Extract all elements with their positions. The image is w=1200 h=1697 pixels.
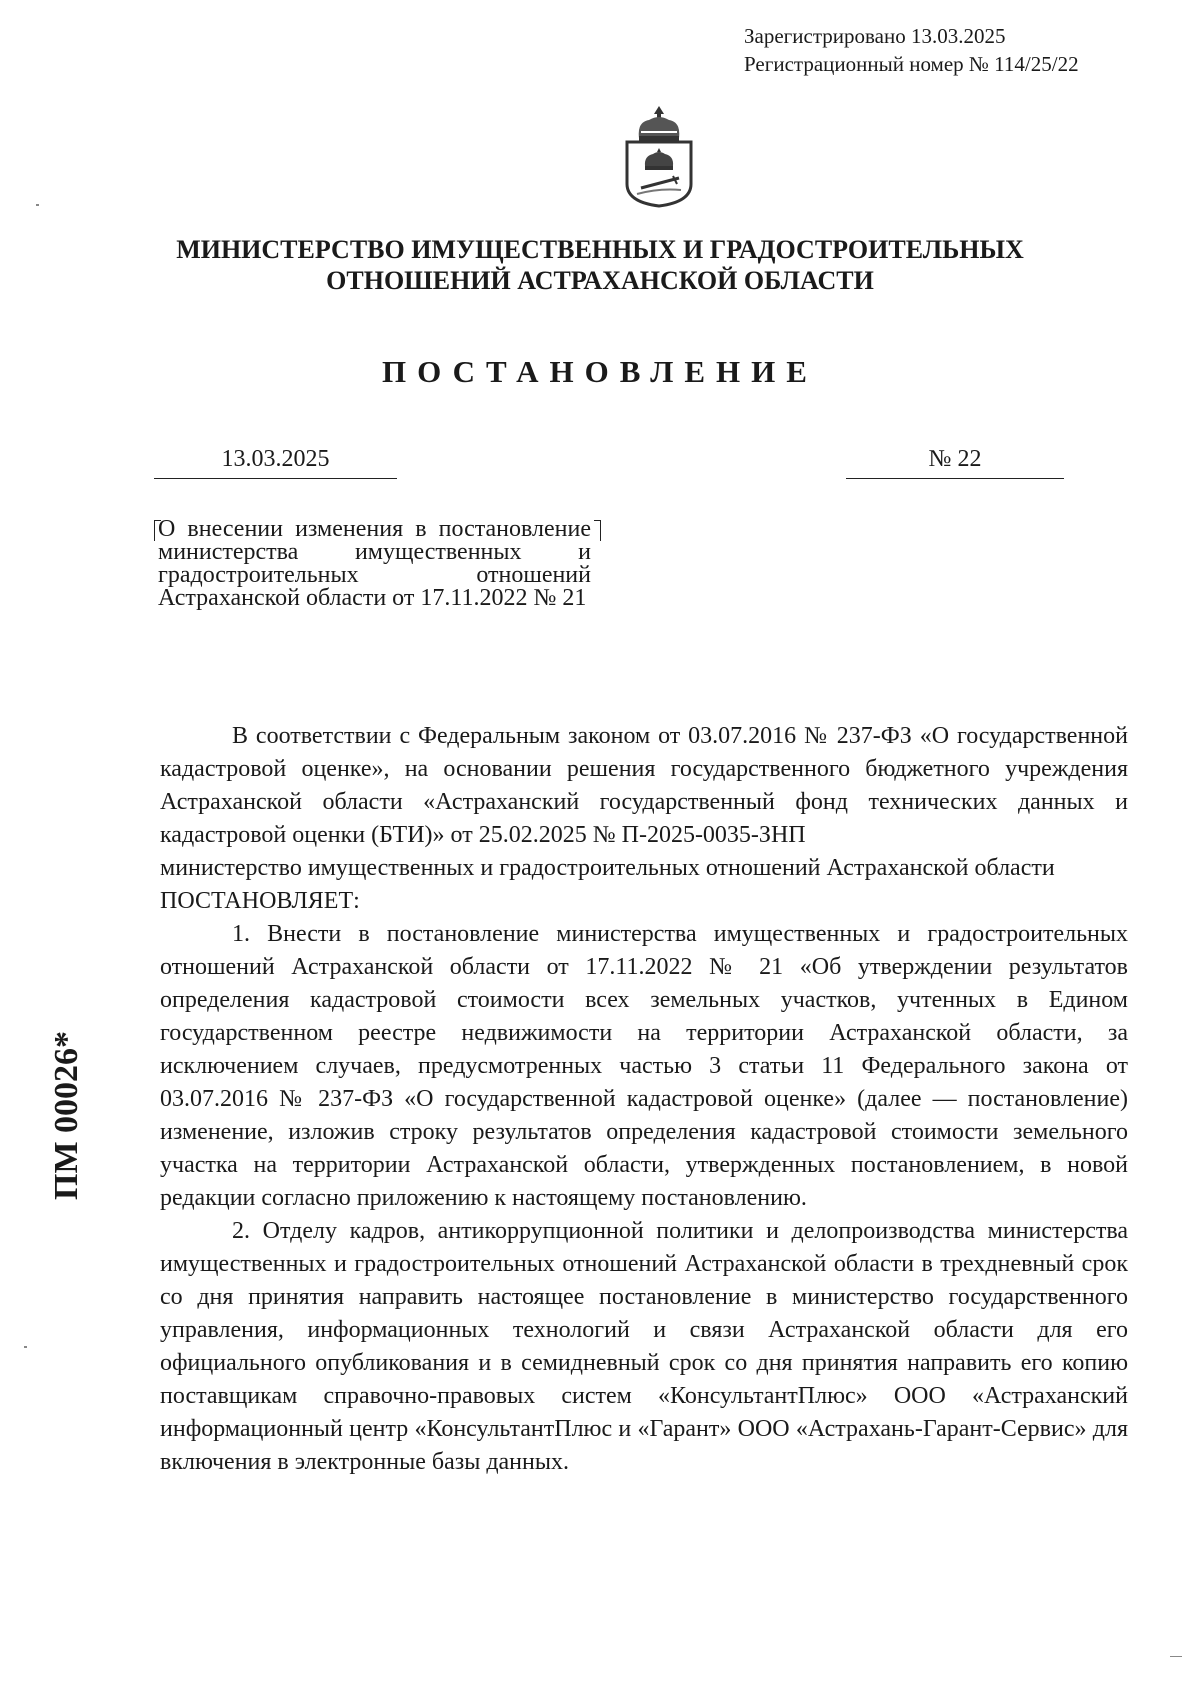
ministry-name-line2: ОТНОШЕНИЙ АСТРАХАНСКОЙ ОБЛАСТИ [326, 266, 874, 295]
document-body [160, 720, 1128, 1479]
coat-of-arms-icon [617, 104, 701, 208]
document-type-heading: ПОСТАНОВЛЕНИЕ [382, 354, 818, 389]
registration-number: Регистрационный номер № 114/25/22 [744, 52, 1079, 76]
registration-block [744, 22, 1079, 78]
subject-bracket-right [594, 520, 601, 541]
document-date: 13.03.2025 [154, 444, 397, 479]
scan-speck [36, 204, 39, 206]
ministry-name [150, 234, 1050, 296]
preamble-paragraph: В соответствии с Федеральным законом от 03.07.2016 № 237-ФЗ «О государственной кадастровой оценке», на основании решения государственного бюджетного учреждения Астраханской области «Астраханский государственный фонд технических данных и кадастровой оценки (БТИ)» от 25.02.2025 № П-2025-0035-ЗНП [160, 723, 1128, 848]
item-2-paragraph: 2. Отделу кадров, антикоррупционной политики и делопроизводства министерства имущественных и градостроительных отношений Астраханской области в трехдневный срок со дня принятия направить настоящее постановление в министерство государственного управления, информационных технологий и связи Астраханской области для его официального опубликования и в семидневный срок со дня принятия направить его копию поставщикам справочно-правовых систем «КонсультантПлюс» ООО «Астраханский информационный центр «КонсультантПлюс и «Гарант» ООО «Астрахань-Гарант-Сервис» для включения в электронные базы данных. [160, 1218, 1128, 1475]
item-1-paragraph: 1. Внести в постановление министерства имущественных и градостроительных отношений Астраханской области от 17.11.2022 № 21 «Об утверждении результатов определения кадастровой стоимости всех земельных участков, учтенных в Едином государственном реестре недвижимости на территории Астраханской области, за исключением случаев, предусмотренных частью 3 статьи 11 Федерального закона от 03.07.2016 № 237-ФЗ «О государственной кадастровой оценке» (далее — постановление) изменение, изложив строку результатов определения кадастровой стоимости земельного участка на территории Астраханской области, утвержденных постановлением, в новой редакции согласно приложению к настоящему постановлению. [160, 921, 1128, 1211]
ministry-name-line1: МИНИСТЕРСТВО ИМУЩЕСТВЕННЫХ И ГРАДОСТРОИТЕЛЬНЫХ [176, 235, 1024, 264]
scan-speck [1170, 1656, 1182, 1657]
registration-date: Зарегистрировано 13.03.2025 [744, 24, 1006, 48]
margin-stamp: ПМ 00026* [48, 1030, 85, 1200]
scan-speck [24, 1346, 27, 1348]
document-number: № 22 [846, 444, 1064, 479]
document-subject: О внесении изменения в постановление министерства имущественных и градостроительных отношений Астраханской области от 17.11.2022 № 21 [158, 516, 591, 611]
decree-paragraph: министерство имущественных и градостроительных отношений Астраханской области ПОСТАНОВЛЯЕТ: [160, 855, 1055, 914]
